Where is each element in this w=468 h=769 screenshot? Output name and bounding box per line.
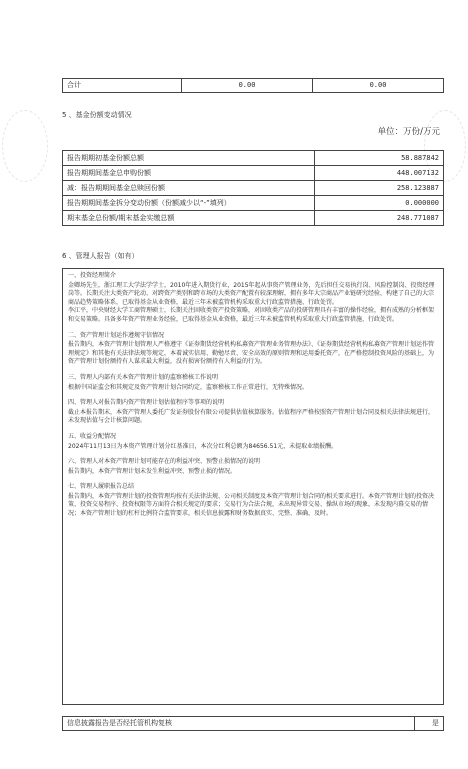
row-value: 258.123887 [315, 181, 444, 196]
report-section-2 [68, 332, 438, 367]
summary-col1: 0.00 [182, 79, 313, 93]
report-paragraph: 李江平，中央财经大学工商管理硕士，长期关注固收类资产投资策略，对固收类产品的投研管理具有丰富的操作经验，拥有成熟的分析框架和交易策略。具备多年资产管理业务经验，已取得基金从业资格，最近三年未被监管机构采取重大行政监管措施、行政处罚。 [68, 307, 435, 323]
row-label: 期末基金总份额/期末基金实缴总额 [63, 211, 315, 226]
summary-table [62, 78, 444, 93]
row-value: 58.887842 [315, 151, 444, 166]
row-value: 0.000000 [315, 196, 444, 211]
section6-title: 6 、管理人报告（如有） [62, 252, 139, 260]
row-label: 减：报告期期间基金总赎回份额 [63, 181, 315, 196]
seal-watermark-left [2, 110, 48, 182]
report-heading: 四、管理人对报告期内资产管理计划估值程序等事项的说明 [68, 399, 225, 407]
report-heading: 一、投资经理简介 [68, 272, 117, 279]
review-label: 信息披露报告是否经托管机构复核 [63, 717, 415, 731]
share-change-table [62, 150, 444, 226]
report-section-7 [68, 483, 438, 518]
summary-col2: 0.00 [313, 79, 444, 93]
manager-report-box [62, 268, 444, 705]
report-paragraph: 报告期内，本资产管理计划未发生利益冲突、预警止损的情况。 [68, 467, 237, 475]
report-heading: 五、收益分配情况 [68, 432, 117, 440]
table-row [63, 717, 444, 731]
report-paragraph: 金卿场先生，浙江理工大学法学学士，2010年进入期货行业，2015年起从事资产管理业务，先后担任交易执行岗、风险控制岗、投资经理岗等。长期关注大类资产轮动、对跨资产类别和跨市场的大类资产配置有较深理解，拥有多年大宗商品产业链研究经验，构建了自己的大宗商品趋势策略体系，已取得基金从业资格，最近三年未被监管机构采取重大行政监管措施、行政处罚。 [68, 281, 435, 306]
report-paragraph: 2024年11月13日为本资产管理计划分红基准日，本次分红利总额为84656.51元，未提取业绩报酬。 [68, 442, 338, 450]
report-section-5 [68, 433, 438, 451]
report-section-1 [68, 272, 438, 325]
report-heading: 六、管理人对本资产管理计划可能存在的利益冲突、预警止损情况的说明 [68, 458, 261, 466]
row-label: 报告期期间基金拆分变动份额（份额减少以“-”填列） [63, 196, 315, 211]
row-label: 报告期期间基金总申购份额 [63, 166, 315, 181]
report-section-6 [68, 458, 438, 476]
review-value: 是 [415, 717, 444, 731]
row-label: 报告期期初基金份额总额 [63, 151, 315, 166]
table-row [63, 151, 444, 166]
report-paragraph: 报告期内，本资产管理计划的投资管理均按有关法律法规、公司相关制度及本资产管理计划合同的相关要求进行。本资产管理计划的投资决策、投资交易程序、投资权限等方面符合相关规定的要求；交易行为合法合规，未出现异常交易、操纵市场的现象，未发现内幕交易的情况；本资产管理计划的杠杆比例符合监管要求，相关信息披露和财务数据真实、完整、准确、及时。 [68, 492, 435, 518]
table-row [63, 79, 444, 93]
row-value: 448.007132 [315, 166, 444, 181]
summary-label: 合计 [63, 79, 182, 93]
unit-label: 单位：万份/万元 [377, 127, 440, 137]
section5-title: 5 、基金份额变动情况 [62, 111, 132, 119]
table-row [63, 181, 444, 196]
report-paragraph: 截止本报告期末，本资产管理人委托广发证券股份有限公司提供估值核算服务。估值程序严格按照资产管理计划合同及相关法律法规进行，未发现估值与会计核算问题。 [68, 408, 435, 425]
custodian-review-table [62, 716, 444, 731]
report-heading: 七、管理人履职报告总结 [68, 483, 135, 491]
report-section-3 [68, 374, 438, 392]
report-section-4 [68, 399, 438, 426]
report-heading: 三、管理人内部有关本资产管理计划的监察稽核工作说明 [68, 373, 219, 381]
report-paragraph: 根据中国证监会和其规定及资产管理计划合同约定，监察稽核工作正常进行，无特殊情况。 [68, 383, 309, 391]
table-row [63, 166, 444, 181]
row-value: 248.771087 [315, 211, 444, 226]
table-row [63, 211, 444, 226]
report-heading: 二、资产管理计划运作遵规守信情况 [68, 331, 165, 339]
table-row [63, 196, 444, 211]
report-paragraph: 报告期内，本资产管理计划管理人严格遵守《证券期货经营机构私募资产管理业务管理办法》、《证券期货经营机构私募资产管理计划运作管理规定》和其他有关法律法规等规定，本着诚实信用、勤勉尽责、安全高效的原则管理和运用委托资产，在严格控制投资风险的基础上，为资产管理计划份额持有人谋求最大利益，没有损害份额持有人利益的行为。 [68, 341, 435, 366]
